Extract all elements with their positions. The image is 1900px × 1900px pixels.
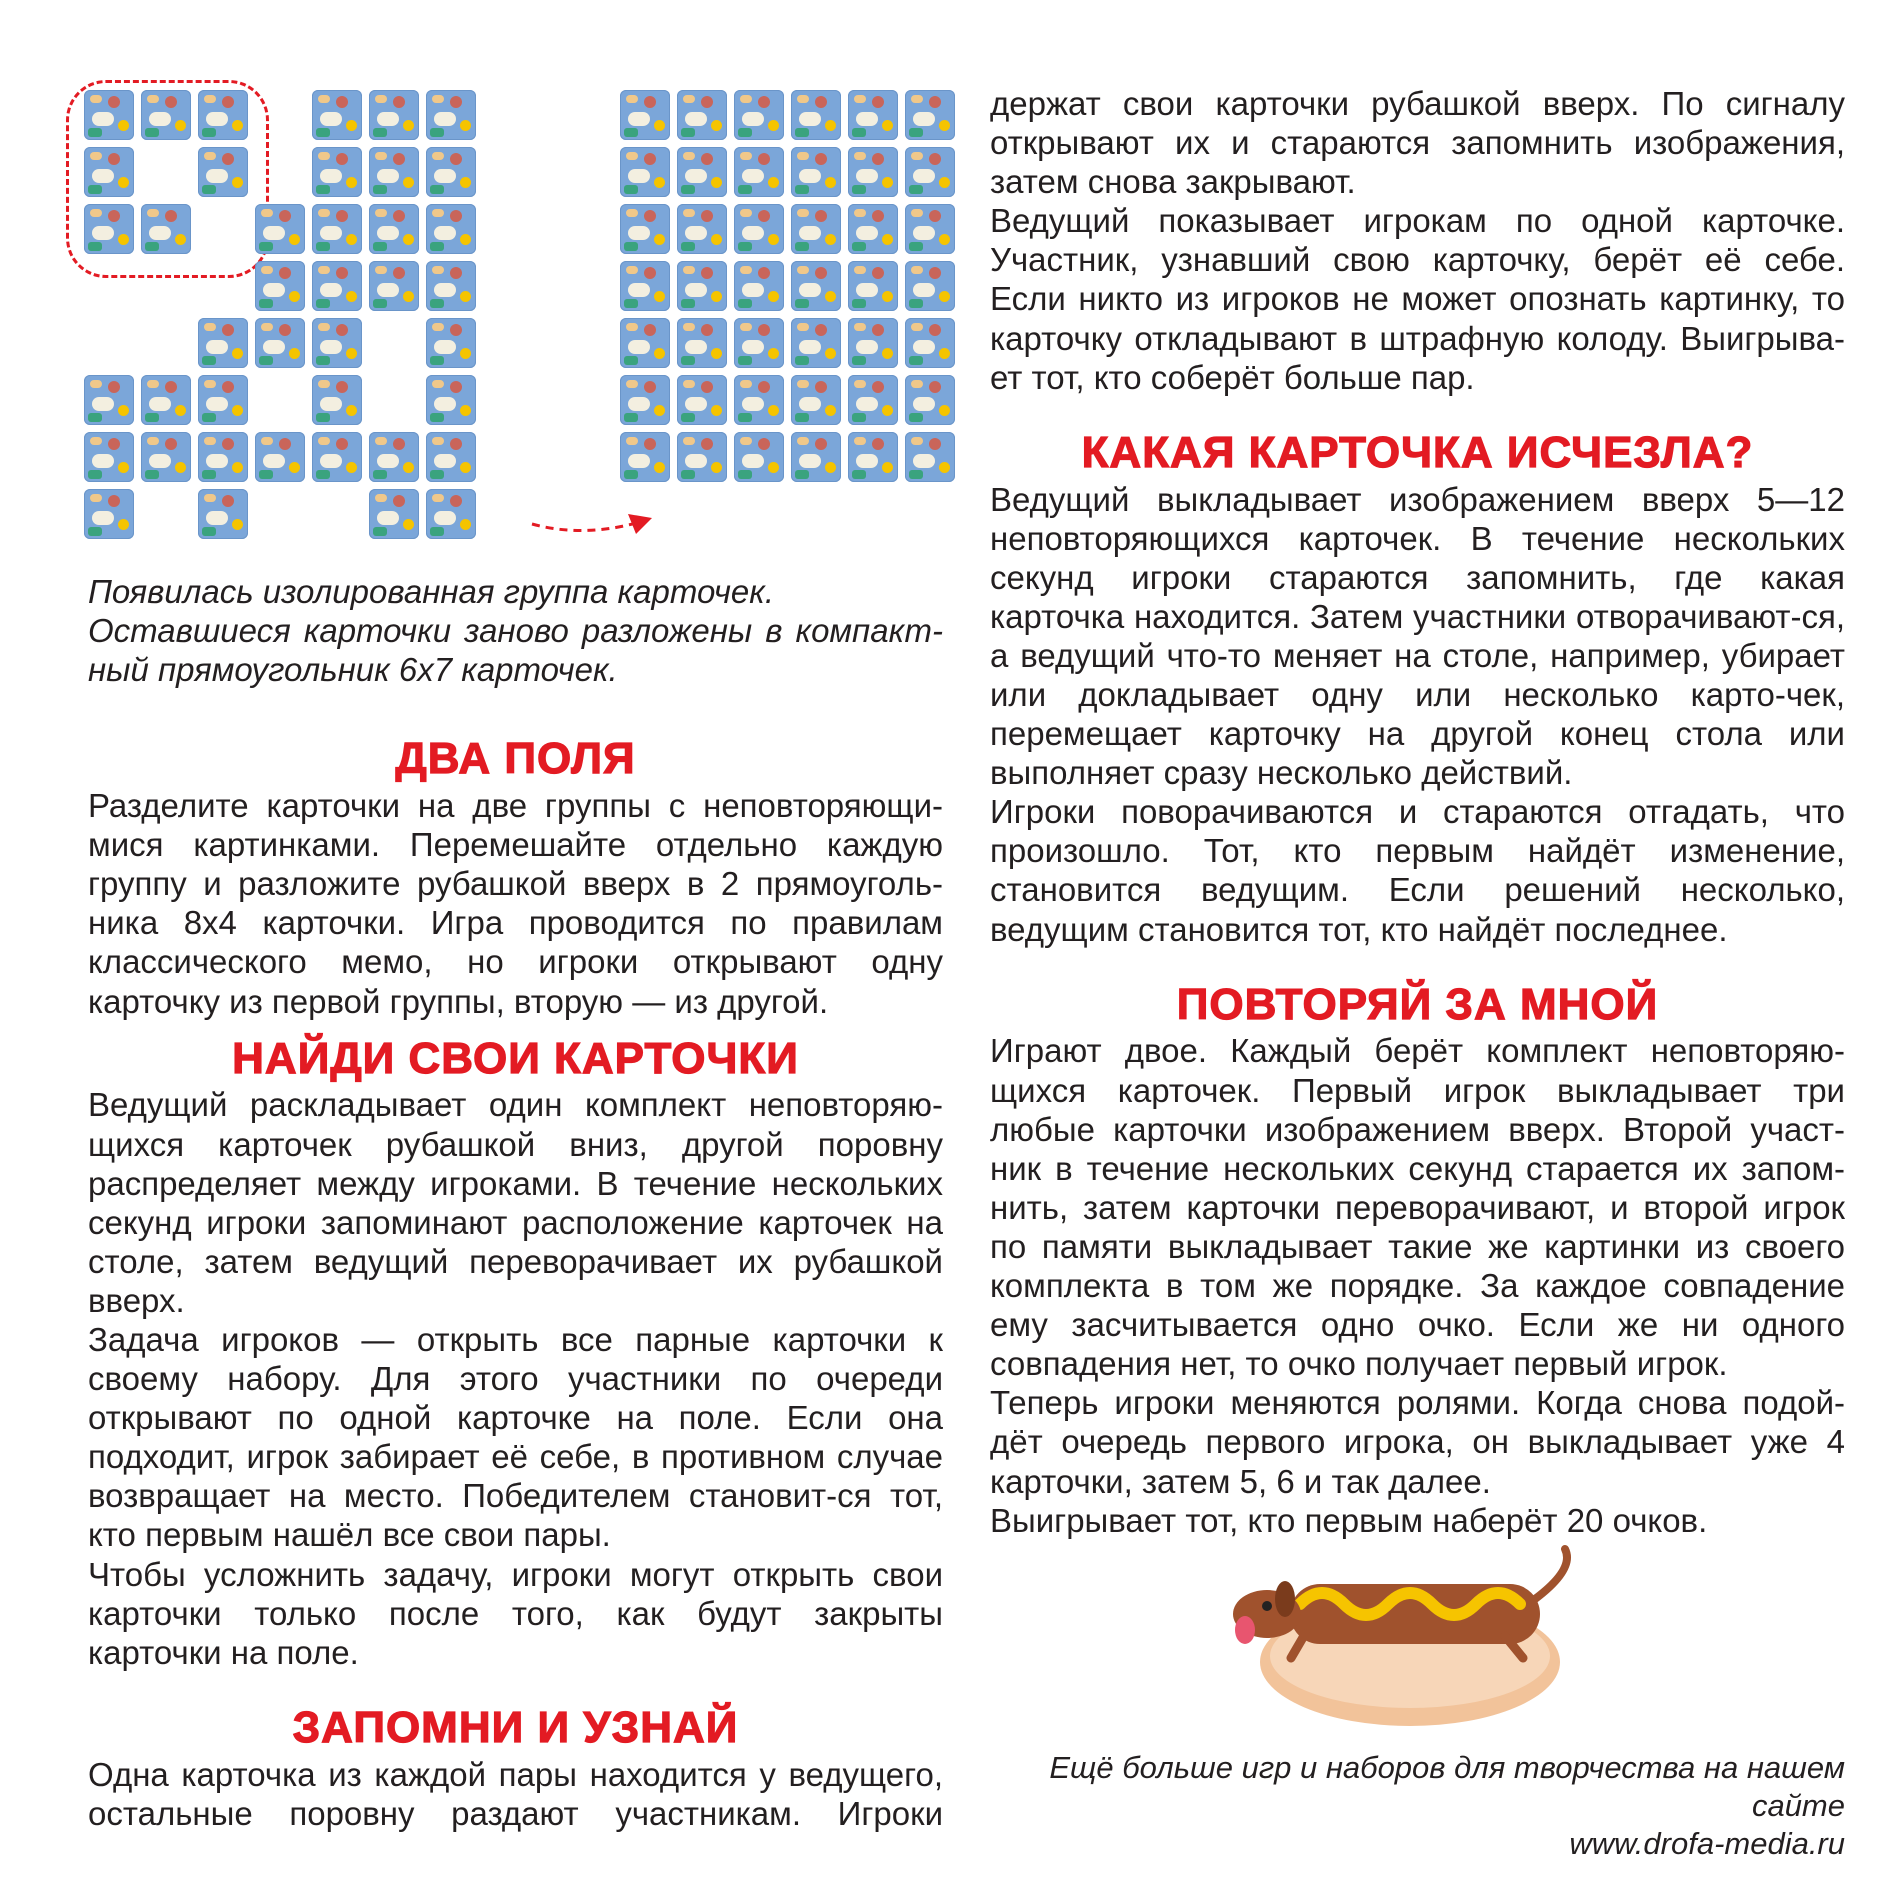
card-back	[312, 375, 362, 425]
section-text: Игроки поворачиваются и стараются отгадать, что произошло. Тот, кто первым найдёт изменение, становится ведущим. Если решений несколько, ведущим становится тот, кто найдёт последнее.	[990, 793, 1845, 948]
card-back	[255, 432, 305, 482]
card-back	[848, 432, 898, 482]
card-back	[905, 375, 955, 425]
card-back	[369, 261, 419, 311]
card-back	[677, 147, 727, 197]
card-back	[255, 261, 305, 311]
card-back	[677, 318, 727, 368]
card-back	[905, 261, 955, 311]
card-back	[369, 432, 419, 482]
card-back	[84, 147, 134, 197]
left-column	[88, 572, 943, 1833]
card-back	[677, 261, 727, 311]
figure-caption: Появилась изолированная группа карточек. Оставшиеся карточки заново разложены в компакт-ный прямоугольник 6х7 карточек.	[88, 573, 943, 689]
card-back	[791, 261, 841, 311]
card-back	[141, 432, 191, 482]
card-back	[84, 375, 134, 425]
card-back	[198, 147, 248, 197]
card-back	[620, 90, 670, 140]
card-back	[84, 432, 134, 482]
card-back	[84, 489, 134, 539]
card-back	[141, 90, 191, 140]
section-text: Одна карточка из каждой пары находится у ведущего, остальные поровну раздают участникам. Игроки	[88, 1755, 943, 1832]
section-title-remember: ЗАПОМНИ И УЗНАЙ	[292, 1702, 739, 1752]
card-back	[791, 147, 841, 197]
right-column	[990, 84, 1845, 1540]
card-back	[848, 261, 898, 311]
card-back	[620, 318, 670, 368]
card-back	[905, 318, 955, 368]
card-back	[198, 489, 248, 539]
card-back	[734, 261, 784, 311]
section-text: Выигрывает тот, кто первым наберёт 20 очков.	[990, 1501, 1708, 1539]
card-back	[426, 318, 476, 368]
card-back	[312, 432, 362, 482]
card-back	[369, 147, 419, 197]
card-back	[198, 90, 248, 140]
card-back	[848, 204, 898, 254]
card-back	[84, 204, 134, 254]
card-back	[791, 204, 841, 254]
arrow-icon	[528, 510, 658, 540]
card-back	[255, 318, 305, 368]
footer	[980, 1749, 1845, 1862]
card-back	[141, 375, 191, 425]
card-back	[369, 90, 419, 140]
card-back	[734, 90, 784, 140]
card-back	[426, 375, 476, 425]
card-back	[312, 204, 362, 254]
card-back	[848, 147, 898, 197]
section-title-find-cards: НАЙДИ СВОИ КАРТОЧКИ	[232, 1033, 799, 1083]
section-text: Ведущий раскладывает один комплект неповторяю-щихся карточек рубашкой вниз, другой поровну распределяет между игроками. В течение нескольких секунд игроки запоминают расположение карточек на столе, затем ведущий переворачивает их рубашкой вверх.	[88, 1086, 943, 1319]
card-back	[848, 90, 898, 140]
card-back	[255, 204, 305, 254]
card-back	[905, 147, 955, 197]
card-back	[620, 261, 670, 311]
card-back	[734, 147, 784, 197]
card-back	[141, 204, 191, 254]
card-back	[848, 375, 898, 425]
section-text: Разделите карточки на две группы с неповторяющи-мися картинками. Перемешайте отдельно каждую группу и разложите рубашкой вверх в 2 прямоуголь-ника 8х4 карточки. Игра проводится по правилам классического мемо, но игроки открывают одну карточку из первой группы, вторую — из другой.	[88, 787, 943, 1020]
section-text: Ведущий выкладывает изображением вверх 5—12 неповторяющихся карточек. В течение нескольких секунд игроки стараются запомнить, где какая карточка находится. Затем участники отворачивают-ся, а ведущий что-то меняет на столе, например, убирает или докладывает одну или несколько карто-чек, перемещает карточку на другой конец стола или выполняет сразу несколько действий.	[990, 480, 1845, 792]
card-back	[369, 204, 419, 254]
card-back	[905, 90, 955, 140]
card-back	[734, 318, 784, 368]
card-back	[734, 375, 784, 425]
card-back	[369, 489, 419, 539]
section-title-disappeared: КАКАЯ КАРТОЧКА ИСЧЕЗЛА?	[1081, 427, 1754, 477]
card-back	[677, 375, 727, 425]
card-back	[791, 375, 841, 425]
card-back	[677, 90, 727, 140]
card-back	[198, 432, 248, 482]
card-back	[426, 489, 476, 539]
section-text: Чтобы усложнить задачу, игроки могут открыть свои карточки только после того, как будут закрыты карточки на поле.	[88, 1555, 943, 1671]
card-back	[620, 432, 670, 482]
card-back	[426, 432, 476, 482]
card-back	[312, 261, 362, 311]
website-link[interactable]: www.drofa-media.ru	[1569, 1825, 1845, 1861]
card-back	[848, 318, 898, 368]
card-back	[84, 90, 134, 140]
card-back	[426, 204, 476, 254]
card-back	[426, 90, 476, 140]
card-back	[734, 432, 784, 482]
card-back	[905, 204, 955, 254]
hotdog-dachshund-illustration	[1205, 1544, 1605, 1744]
section-title-repeat: ПОВТОРЯЙ ЗА МНОЙ	[1176, 979, 1659, 1029]
card-back	[677, 432, 727, 482]
card-back	[198, 318, 248, 368]
section-text: Задача игроков — открыть все парные карточки к своему набору. Для этого участники по очереди открывают по одной карточке на поле. Если она подходит, игрок забирает её себе, в противном случае возвращает на место. Победителем становит-ся тот, кто первым нашёл все свои пары.	[88, 1321, 943, 1554]
section-title-two-fields: ДВА ПОЛЯ	[395, 734, 636, 784]
card-back	[426, 147, 476, 197]
card-back	[620, 147, 670, 197]
section-text: Теперь игроки меняются ролями. Когда снова подой-дёт очередь первого игрока, он выкладывает уже 4 карточки, затем 5, 6 и так далее.	[990, 1384, 1845, 1500]
section-text: Играют двое. Каждый берёт комплект неповторяю-щихся карточек. Первый игрок выкладывает три любые карточки изображением вверх. Второй участ-ник в течение нескольких секунд старается их запом-нить, затем карточки переворачивают, и второй игрок по памяти выкладывает такие же картинки из своего комплекта в том же порядке. За каждое совпадение ему засчитывается одно очко. Если же ни одного совпадения нет, то очко получает первый игрок.	[990, 1032, 1845, 1383]
card-back	[426, 261, 476, 311]
card-back	[677, 204, 727, 254]
footer-note: Ещё больше игр и наборов для творчества на нашем сайте	[1049, 1750, 1845, 1823]
card-back	[791, 318, 841, 368]
card-back	[198, 375, 248, 425]
card-back	[620, 204, 670, 254]
section-text: Ведущий показывает игрокам по одной карточке. Участник, узнавший свою карточку, берёт её себе. Если никто из игроков не может опознать картинку, то карточку откладывают в штрафную колоду. Выигрыва-ет тот, кто соберёт больше пар.	[990, 202, 1845, 396]
card-back	[905, 432, 955, 482]
section-text: держат свои карточки рубашкой вверх. По сигналу открывают их и стараются запомнить изображения, затем снова закрывают.	[990, 85, 1845, 201]
card-back	[312, 318, 362, 368]
card-back	[734, 204, 784, 254]
card-back	[312, 147, 362, 197]
card-back	[791, 432, 841, 482]
card-back	[791, 90, 841, 140]
card-back	[620, 375, 670, 425]
card-back	[312, 90, 362, 140]
